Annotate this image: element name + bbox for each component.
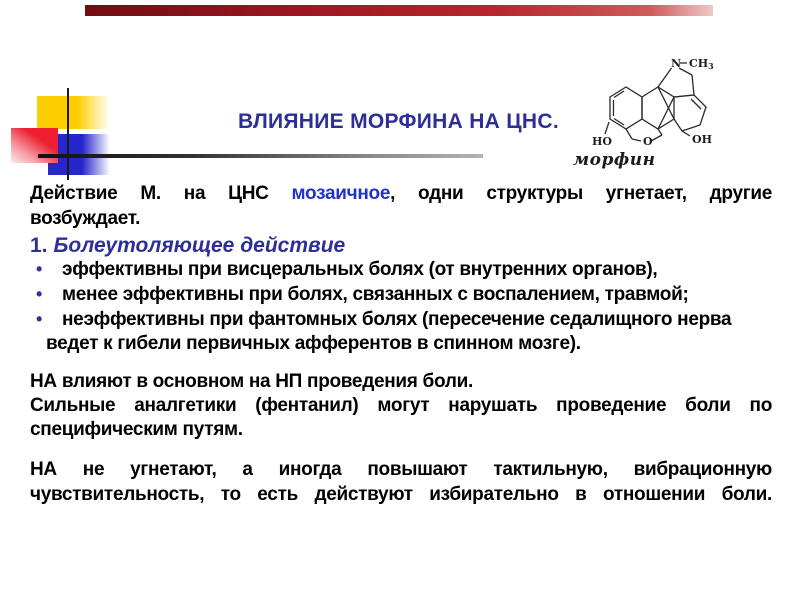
section-heading-label: Болеутоляющее действие — [53, 234, 346, 257]
bullet-text: неэффективны при фантомных болях (пересечение седалищного нерва — [62, 309, 732, 330]
bullet-text-continued: ведет к гибели первичных афферентов в спинном мозге). — [46, 333, 581, 354]
methyl-label: CH3 — [689, 57, 714, 71]
decor-vertical-line — [67, 88, 69, 180]
bullet-list — [30, 257, 772, 356]
top-accent-bar — [85, 5, 713, 16]
intro-pre: Действие М. на ЦНС — [30, 183, 292, 204]
list-item — [36, 282, 772, 307]
bullet-icon: • — [36, 309, 43, 329]
list-item — [36, 307, 772, 332]
list-item — [36, 257, 772, 282]
paragraph-conduction — [30, 370, 772, 442]
slide-title: ВЛИЯНИЕ МОРФИНА НА ЦНС. — [238, 110, 559, 133]
oxygen-label: O — [643, 135, 653, 148]
molecule-caption: морфин — [573, 150, 656, 170]
hydroxyl-right-label: OH — [692, 133, 712, 146]
title-underline — [38, 154, 483, 158]
paragraph-selectivity — [30, 457, 772, 507]
intro-paragraph — [30, 181, 772, 231]
section-number: 1. — [30, 234, 48, 257]
paragraph-line: специфическим путям. — [30, 419, 243, 440]
hydroxyl-left-label: HO — [592, 135, 612, 148]
section-heading — [30, 233, 772, 259]
intro-post: , одни структуры угнетает, другие — [390, 183, 773, 204]
paragraph-line: Сильные аналгетики (фентанил) могут нарушать проведение боли по — [30, 395, 772, 416]
paragraph-line: чувствительность, то есть действуют избирательно в отношении боли. — [30, 484, 772, 505]
bullet-text: эффективны при висцеральных болях (от внутренних органов), — [62, 259, 658, 280]
paragraph-line: НА влияют в основном на НП проведения боли. — [30, 371, 473, 392]
intro-line-2: возбуждает. — [30, 208, 141, 229]
decor-yellow-square — [37, 96, 110, 129]
bullet-icon: • — [36, 259, 43, 279]
bullet-text: менее эффективны при болях, связанных с воспалением, травмой; — [62, 284, 689, 305]
intro-line-1 — [30, 181, 772, 206]
bullet-icon: • — [36, 284, 43, 304]
intro-highlight: мозаичное — [291, 183, 391, 204]
nitrogen-label: N — [671, 57, 682, 70]
paragraph-line: НА не угнетают, а иногда повышают тактильную, вибрационную — [30, 459, 772, 480]
